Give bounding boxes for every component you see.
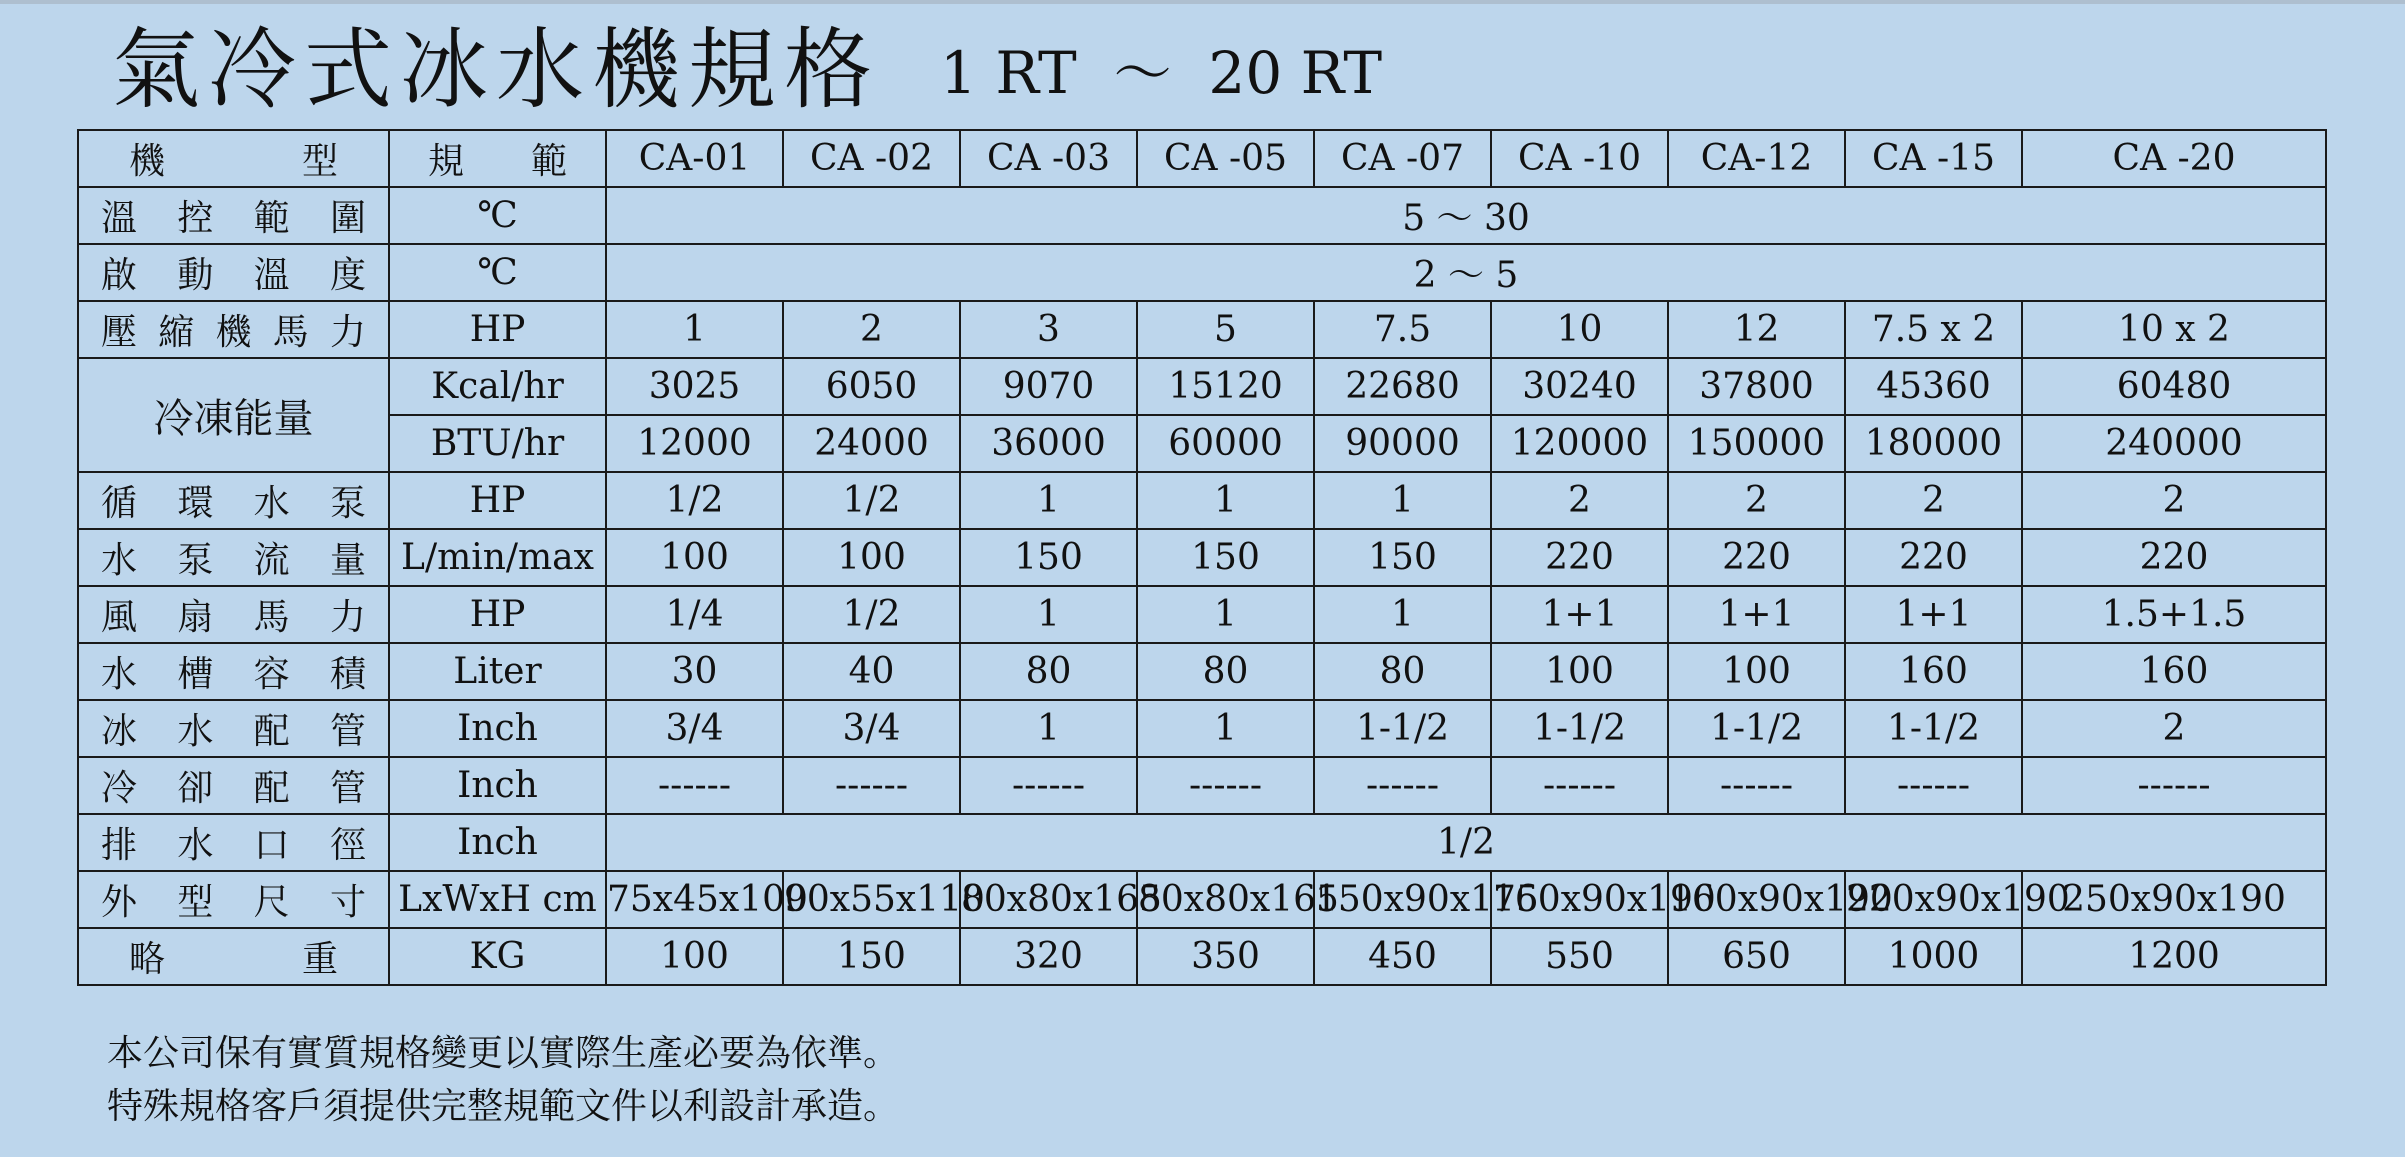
table-cell: 150: [783, 928, 960, 985]
row-unit: HP: [389, 586, 606, 643]
table-cell: 220: [2022, 529, 2326, 586]
weight-row: [78, 928, 2326, 985]
row-label: 水泵流量: [78, 529, 389, 586]
row-unit: Inch: [389, 757, 606, 814]
pump-hp-row: [78, 472, 2326, 529]
table-cell: 450: [1314, 928, 1491, 985]
row-label: 冷卻配管: [78, 757, 389, 814]
row-label: 風扇馬力: [78, 586, 389, 643]
table-cell: 100: [606, 928, 783, 985]
table-cell: 75x45x100: [606, 871, 783, 928]
table-cell: 60000: [1137, 415, 1314, 472]
row-label: 外型尺寸: [78, 871, 389, 928]
header-row: [78, 130, 2326, 187]
table-cell: 7.5 x 2: [1845, 301, 2022, 358]
table-cell: 40: [783, 643, 960, 700]
table-cell: 250x90x190: [2022, 871, 2326, 928]
table-cell: ------: [960, 757, 1137, 814]
table-cell: ------: [1491, 757, 1668, 814]
table-cell: 80x80x165: [1137, 871, 1314, 928]
model-name: CA -07: [1314, 130, 1491, 187]
table-cell: 1+1: [1845, 586, 2022, 643]
table-cell: 90x55x110: [783, 871, 960, 928]
table-cell: 160: [2022, 643, 2326, 700]
model-name: CA -15: [1845, 130, 2022, 187]
top-edge-line: [0, 0, 2405, 4]
table-cell: ------: [2022, 757, 2326, 814]
table-cell: 180000: [1845, 415, 2022, 472]
table-cell: ------: [783, 757, 960, 814]
footnote-line: 本公司保有實質規格變更以實際生產必要為依準。: [107, 1033, 900, 1074]
chilled-pipe-row: [78, 700, 2326, 757]
table-cell: 24000: [783, 415, 960, 472]
table-cell: 1: [1137, 472, 1314, 529]
table-cell: 240000: [2022, 415, 2326, 472]
table-cell: 1200: [2022, 928, 2326, 985]
table-cell: 150: [1137, 529, 1314, 586]
table-cell: 100: [783, 529, 960, 586]
table-cell: 650: [1668, 928, 1845, 985]
page-title: 氣冷式冰水機規格: [112, 18, 881, 121]
table-cell: 1-1/2: [1314, 700, 1491, 757]
table-cell: 1: [1137, 700, 1314, 757]
tank-row: [78, 643, 2326, 700]
table-cell: 3: [960, 301, 1137, 358]
table-cell: 80: [1137, 643, 1314, 700]
table-cell: ------: [1845, 757, 2022, 814]
table-cell: 1: [960, 472, 1137, 529]
table-cell: 3/4: [606, 700, 783, 757]
table-cell: 2: [1668, 472, 1845, 529]
row-unit: L/min/max: [389, 529, 606, 586]
table-cell: 3025: [606, 358, 783, 415]
table-cell: 6050: [783, 358, 960, 415]
table-cell: 2: [783, 301, 960, 358]
table-cell: 80: [1314, 643, 1491, 700]
row-unit: Inch: [389, 814, 606, 871]
row-label: 冷凍能量: [78, 358, 389, 472]
spec-table: [77, 129, 2327, 986]
drain-row: [78, 814, 2326, 871]
table-cell: 1/2: [783, 586, 960, 643]
row-unit: BTU/hr: [389, 415, 606, 472]
table-cell: 1/2: [606, 472, 783, 529]
table-cell: 1: [960, 700, 1137, 757]
table-cell: 1-1/2: [1668, 700, 1845, 757]
table-cell: 1000: [1845, 928, 2022, 985]
table-cell: 22680: [1314, 358, 1491, 415]
table-cell: 2: [2022, 472, 2326, 529]
temp-range-value: 5 ～ 30: [606, 187, 2326, 244]
row-unit: Kcal/hr: [389, 358, 606, 415]
model-name: CA -05: [1137, 130, 1314, 187]
row-label: 排水口徑: [78, 814, 389, 871]
table-cell: 320: [960, 928, 1137, 985]
table-cell: 120000: [1491, 415, 1668, 472]
table-cell: 220x90x190: [1845, 871, 2022, 928]
table-cell: 10 x 2: [2022, 301, 2326, 358]
title-row: [112, 12, 1382, 122]
footnote-line: 特殊規格客戶須提供完整規範文件以利設計承造。: [107, 1086, 900, 1127]
start-temp-value: 2 ～ 5: [606, 244, 2326, 301]
table-cell: 1: [1137, 586, 1314, 643]
table-cell: 1-1/2: [1845, 700, 2022, 757]
row-label: 啟動溫度: [78, 244, 389, 301]
row-unit: Liter: [389, 643, 606, 700]
table-cell: 15120: [1137, 358, 1314, 415]
table-cell: ------: [606, 757, 783, 814]
table-cell: 30: [606, 643, 783, 700]
table-cell: 1: [1314, 472, 1491, 529]
cooling-kcal-row: [78, 358, 2326, 415]
table-cell: 37800: [1668, 358, 1845, 415]
table-cell: 100: [1491, 643, 1668, 700]
cooling-btu-row: [78, 415, 2326, 472]
table-cell: 12: [1668, 301, 1845, 358]
table-cell: 550: [1491, 928, 1668, 985]
table-cell: 150: [1314, 529, 1491, 586]
compressor-hp-row: [78, 301, 2326, 358]
table-cell: 160: [1845, 643, 2022, 700]
model-name: CA -10: [1491, 130, 1668, 187]
table-cell: 1: [606, 301, 783, 358]
table-cell: 150: [960, 529, 1137, 586]
model-name: CA -20: [2022, 130, 2326, 187]
table-cell: 100: [1668, 643, 1845, 700]
row-label: 溫控範圍: [78, 187, 389, 244]
row-unit: KG: [389, 928, 606, 985]
table-cell: 160x90x190: [1491, 871, 1668, 928]
table-cell: ------: [1668, 757, 1845, 814]
drain-value: 1/2: [606, 814, 2326, 871]
table-cell: 150000: [1668, 415, 1845, 472]
table-cell: 220: [1668, 529, 1845, 586]
table-cell: 90000: [1314, 415, 1491, 472]
row-unit: ℃: [389, 244, 606, 301]
unit-header-label: 規範: [389, 130, 606, 187]
table-cell: 12000: [606, 415, 783, 472]
model-name: CA -02: [783, 130, 960, 187]
table-cell: 2: [1845, 472, 2022, 529]
table-cell: 350: [1137, 928, 1314, 985]
table-cell: 60480: [2022, 358, 2326, 415]
row-unit: ℃: [389, 187, 606, 244]
table-cell: 3/4: [783, 700, 960, 757]
model-name: CA-01: [606, 130, 783, 187]
table-cell: ------: [1137, 757, 1314, 814]
table-cell: 1: [1314, 586, 1491, 643]
table-cell: 1/2: [783, 472, 960, 529]
temp-range-row: [78, 187, 2326, 244]
table-cell: 10: [1491, 301, 1668, 358]
row-label: 冰水配管: [78, 700, 389, 757]
table-cell: 160x90x190: [1668, 871, 1845, 928]
table-cell: 5: [1137, 301, 1314, 358]
cooling-pipe-row: [78, 757, 2326, 814]
table-cell: 1.5+1.5: [2022, 586, 2326, 643]
table-cell: 1/4: [606, 586, 783, 643]
model-name: CA -03: [960, 130, 1137, 187]
table-cell: 100: [606, 529, 783, 586]
start-temp-row: [78, 244, 2326, 301]
model-name: CA-12: [1668, 130, 1845, 187]
table-cell: 36000: [960, 415, 1137, 472]
capacity-range: 1 RT ～ 20 RT: [940, 39, 1383, 107]
table-cell: 30240: [1491, 358, 1668, 415]
row-unit: LxWxH cm: [389, 871, 606, 928]
row-label: 水槽容積: [78, 643, 389, 700]
table-cell: 80x80x165: [960, 871, 1137, 928]
table-cell: 220: [1491, 529, 1668, 586]
dimensions-row: [78, 871, 2326, 928]
row-label: 壓縮機馬力: [78, 301, 389, 358]
table-cell: 220: [1845, 529, 2022, 586]
table-cell: 150x90x175: [1314, 871, 1491, 928]
table-cell: 2: [1491, 472, 1668, 529]
table-cell: 1-1/2: [1491, 700, 1668, 757]
table-cell: 9070: [960, 358, 1137, 415]
row-unit: HP: [389, 301, 606, 358]
row-unit: Inch: [389, 700, 606, 757]
model-header-label: 機型: [78, 130, 389, 187]
table-cell: 7.5: [1314, 301, 1491, 358]
row-label: 略重: [78, 928, 389, 985]
table-cell: ------: [1314, 757, 1491, 814]
table-cell: 2: [2022, 700, 2326, 757]
pump-flow-row: [78, 529, 2326, 586]
row-unit: HP: [389, 472, 606, 529]
table-cell: 80: [960, 643, 1137, 700]
table-cell: 1: [960, 586, 1137, 643]
table-cell: 1+1: [1668, 586, 1845, 643]
fan-hp-row: [78, 586, 2326, 643]
row-label: 循環水泵: [78, 472, 389, 529]
table-cell: 1+1: [1491, 586, 1668, 643]
table-cell: 45360: [1845, 358, 2022, 415]
